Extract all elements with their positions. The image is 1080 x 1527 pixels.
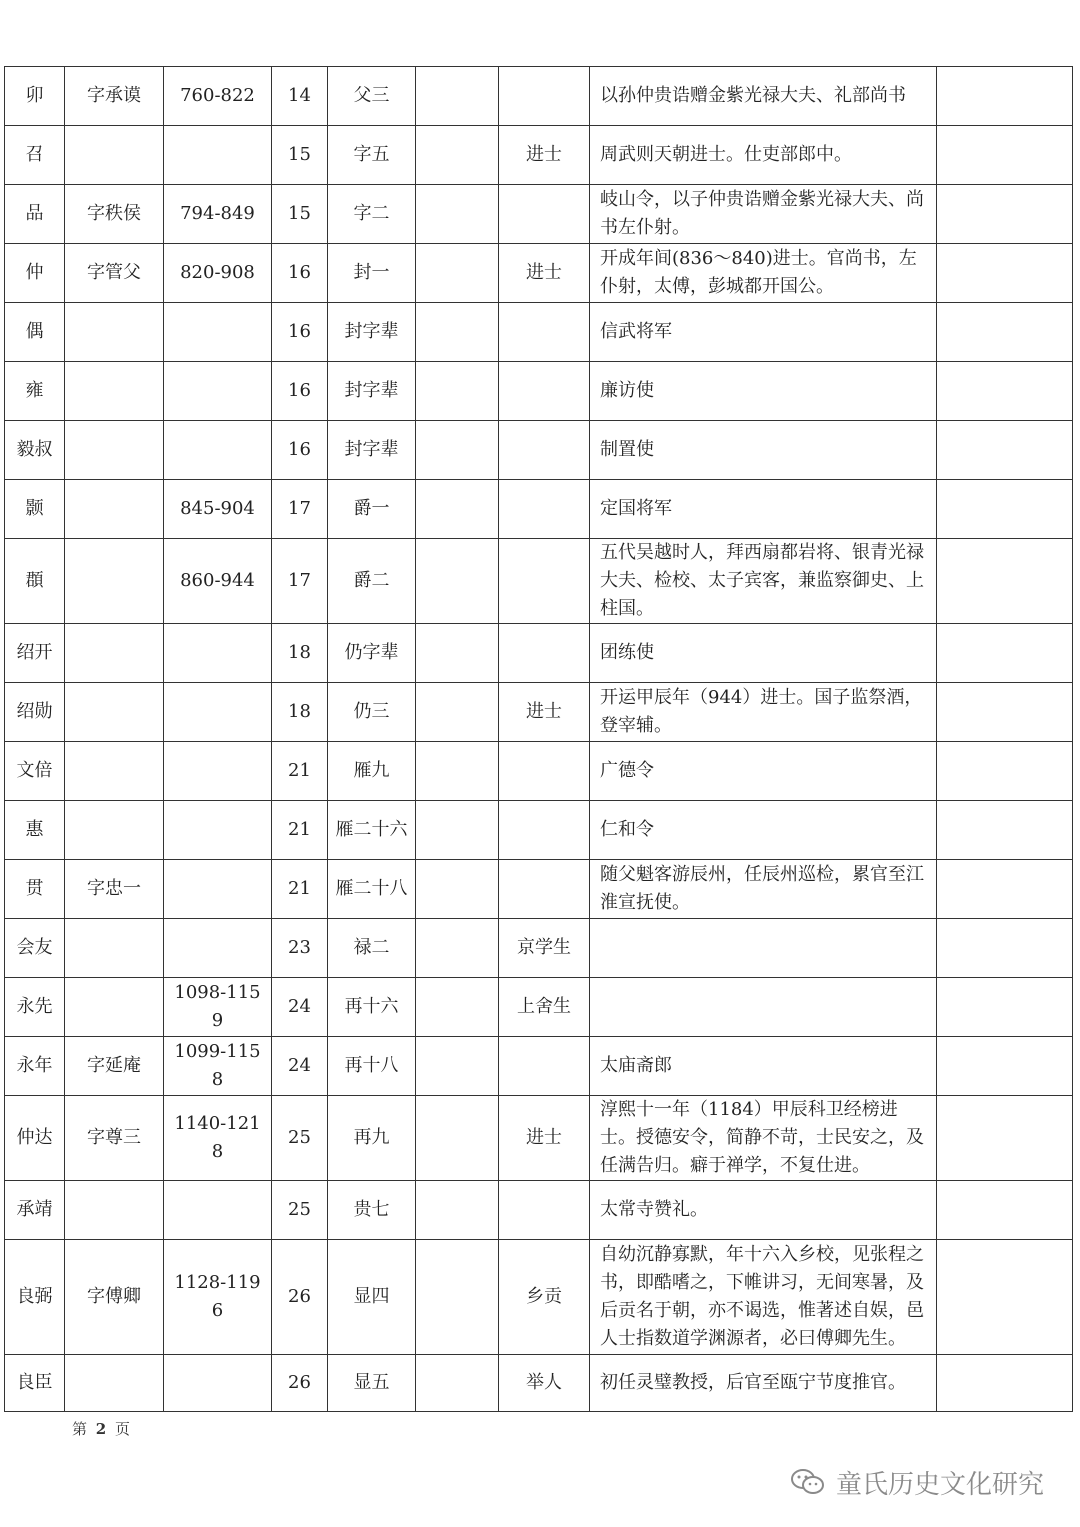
table-row <box>5 683 1073 742</box>
cell-note: 初任灵璧教授，后官至瓯宁节度推官。 <box>590 1355 937 1412</box>
cell-extra <box>937 1355 1073 1412</box>
cell-years: 845-904 <box>164 480 272 539</box>
cell-extra <box>937 244 1073 303</box>
cell-years: 760-822 <box>164 67 272 126</box>
cell-name: 品 <box>5 185 65 244</box>
cell-extra <box>937 1037 1073 1096</box>
cell-title: 乡贡 <box>499 1240 590 1355</box>
cell-x <box>416 185 499 244</box>
cell-x <box>416 801 499 860</box>
cell-title: 上舍生 <box>499 978 590 1037</box>
cell-gen: 21 <box>272 742 328 801</box>
cell-name: 会友 <box>5 919 65 978</box>
cell-x <box>416 539 499 624</box>
cell-name: 偶 <box>5 303 65 362</box>
cell-name: 绍开 <box>5 624 65 683</box>
cell-zi: 字傅卿 <box>65 1240 164 1355</box>
cell-note: 团练使 <box>590 624 937 683</box>
cell-x <box>416 421 499 480</box>
watermark <box>790 1462 1044 1502</box>
cell-x <box>416 742 499 801</box>
cell-years: 1128-1196 <box>164 1240 272 1355</box>
cell-name: 承靖 <box>5 1181 65 1240</box>
table-body <box>5 67 1073 1412</box>
cell-x <box>416 362 499 421</box>
cell-gen: 18 <box>272 624 328 683</box>
cell-extra <box>937 860 1073 919</box>
cell-zi <box>65 362 164 421</box>
cell-bei: 封字辈 <box>328 421 416 480</box>
cell-bei: 显五 <box>328 1355 416 1412</box>
cell-title: 进士 <box>499 126 590 185</box>
cell-note: 自幼沉静寡默，年十六入乡校，见张程之书，即酷嗜之，下帷讲习，无间寒暑，及后贡名于朝，亦不谒选，惟著述自娱，邑人士指数道学渊源者，必曰傅卿先生。 <box>590 1240 937 1355</box>
cell-gen: 21 <box>272 801 328 860</box>
cell-extra <box>937 421 1073 480</box>
cell-extra <box>937 126 1073 185</box>
cell-years: 794-849 <box>164 185 272 244</box>
cell-note: 太常寺赞礼。 <box>590 1181 937 1240</box>
table-row <box>5 860 1073 919</box>
cell-bei: 字五 <box>328 126 416 185</box>
cell-note: 开成年间(836～840)进士。官尚书，左仆射，太傅，彭城都开国公。 <box>590 244 937 303</box>
cell-note: 广德令 <box>590 742 937 801</box>
cell-name: 雍 <box>5 362 65 421</box>
cell-note: 定国将军 <box>590 480 937 539</box>
table-row <box>5 1037 1073 1096</box>
cell-years <box>164 860 272 919</box>
cell-years <box>164 126 272 185</box>
cell-gen: 16 <box>272 303 328 362</box>
cell-name: 永年 <box>5 1037 65 1096</box>
cell-gen: 25 <box>272 1096 328 1181</box>
page-prefix: 第 <box>72 1420 88 1438</box>
cell-name: 文倍 <box>5 742 65 801</box>
cell-name: 仲 <box>5 244 65 303</box>
cell-extra <box>937 742 1073 801</box>
cell-extra <box>937 624 1073 683</box>
cell-gen: 24 <box>272 978 328 1037</box>
cell-name: 惠 <box>5 801 65 860</box>
cell-x <box>416 480 499 539</box>
cell-extra <box>937 303 1073 362</box>
cell-extra <box>937 539 1073 624</box>
cell-x <box>416 1355 499 1412</box>
cell-extra <box>937 683 1073 742</box>
cell-bei: 禄二 <box>328 919 416 978</box>
cell-gen: 14 <box>272 67 328 126</box>
cell-years: 820-908 <box>164 244 272 303</box>
cell-x <box>416 1240 499 1355</box>
cell-x <box>416 860 499 919</box>
cell-bei: 再九 <box>328 1096 416 1181</box>
page-suffix: 页 <box>115 1420 131 1438</box>
cell-title <box>499 742 590 801</box>
cell-note: 周武则天朝进士。仕吏部郎中。 <box>590 126 937 185</box>
cell-name: 永先 <box>5 978 65 1037</box>
cell-name: 召 <box>5 126 65 185</box>
cell-extra <box>937 1240 1073 1355</box>
cell-x <box>416 303 499 362</box>
cell-bei: 封字辈 <box>328 362 416 421</box>
table-row <box>5 919 1073 978</box>
cell-extra <box>937 1096 1073 1181</box>
table-row <box>5 480 1073 539</box>
cell-gen: 17 <box>272 539 328 624</box>
cell-zi: 字承谟 <box>65 67 164 126</box>
cell-bei: 封一 <box>328 244 416 303</box>
cell-zi <box>65 919 164 978</box>
cell-title <box>499 801 590 860</box>
cell-x <box>416 244 499 303</box>
table-row <box>5 539 1073 624</box>
cell-years <box>164 742 272 801</box>
cell-gen: 21 <box>272 860 328 919</box>
cell-bei: 封字辈 <box>328 303 416 362</box>
wechat-icon <box>790 1467 826 1497</box>
cell-years: 1098-1159 <box>164 978 272 1037</box>
cell-title <box>499 624 590 683</box>
cell-title <box>499 421 590 480</box>
cell-zi <box>65 1181 164 1240</box>
cell-title <box>499 860 590 919</box>
cell-zi: 字延庵 <box>65 1037 164 1096</box>
cell-bei: 雁二十八 <box>328 860 416 919</box>
cell-gen: 17 <box>272 480 328 539</box>
cell-x <box>416 978 499 1037</box>
cell-name: 良弼 <box>5 1240 65 1355</box>
cell-zi <box>65 303 164 362</box>
cell-zi <box>65 801 164 860</box>
cell-gen: 23 <box>272 919 328 978</box>
cell-title: 进士 <box>499 1096 590 1181</box>
cell-name: 绍勋 <box>5 683 65 742</box>
cell-years <box>164 362 272 421</box>
cell-note: 信武将军 <box>590 303 937 362</box>
cell-title: 举人 <box>499 1355 590 1412</box>
table-row <box>5 126 1073 185</box>
cell-extra <box>937 1181 1073 1240</box>
cell-x <box>416 919 499 978</box>
table-row <box>5 67 1073 126</box>
cell-zi <box>65 126 164 185</box>
table-row <box>5 624 1073 683</box>
cell-zi: 字秩侯 <box>65 185 164 244</box>
cell-name: 毅叔 <box>5 421 65 480</box>
cell-note: 随父魁客游辰州，任辰州巡检，累官至江淮宣抚使。 <box>590 860 937 919</box>
cell-extra <box>937 919 1073 978</box>
table-row <box>5 244 1073 303</box>
cell-years <box>164 624 272 683</box>
cell-name: 颢 <box>5 480 65 539</box>
cell-years <box>164 919 272 978</box>
cell-bei: 再十八 <box>328 1037 416 1096</box>
cell-zi <box>65 624 164 683</box>
watermark-text: 童氏历史文化研究 <box>836 1469 1045 1500</box>
cell-title: 进士 <box>499 683 590 742</box>
cell-zi: 字忠一 <box>65 860 164 919</box>
cell-name: 贯 <box>5 860 65 919</box>
cell-name: 良臣 <box>5 1355 65 1412</box>
cell-x <box>416 1096 499 1181</box>
table-row <box>5 421 1073 480</box>
cell-gen: 15 <box>272 185 328 244</box>
table-row <box>5 978 1073 1037</box>
cell-gen: 26 <box>272 1240 328 1355</box>
cell-bei: 父三 <box>328 67 416 126</box>
table-row <box>5 801 1073 860</box>
cell-title <box>499 185 590 244</box>
cell-extra <box>937 978 1073 1037</box>
cell-name: 頵 <box>5 539 65 624</box>
cell-years: 1099-1158 <box>164 1037 272 1096</box>
cell-x <box>416 1181 499 1240</box>
cell-note: 以孙仲贵诰赠金紫光禄大夫、礼部尚书 <box>590 67 937 126</box>
genealogy-table <box>4 66 1073 1412</box>
cell-note: 太庙斋郎 <box>590 1037 937 1096</box>
cell-note: 开运甲辰年（944）进士。国子监祭酒，登宰辅。 <box>590 683 937 742</box>
cell-zi <box>65 1355 164 1412</box>
cell-title <box>499 480 590 539</box>
cell-zi <box>65 421 164 480</box>
cell-bei: 贵七 <box>328 1181 416 1240</box>
cell-title <box>499 362 590 421</box>
cell-bei: 雁九 <box>328 742 416 801</box>
cell-zi: 字尊三 <box>65 1096 164 1181</box>
cell-years <box>164 303 272 362</box>
cell-note: 五代吴越时人，拜西扇都岩将、银青光禄大夫、检校、太子宾客，兼监察御史、上柱国。 <box>590 539 937 624</box>
cell-zi <box>65 742 164 801</box>
page-number-value: 2 <box>95 1420 107 1438</box>
cell-years <box>164 683 272 742</box>
cell-gen: 15 <box>272 126 328 185</box>
cell-zi <box>65 539 164 624</box>
cell-bei: 雁二十六 <box>328 801 416 860</box>
cell-years <box>164 801 272 860</box>
table-row <box>5 362 1073 421</box>
page-number <box>72 1418 130 1439</box>
cell-extra <box>937 362 1073 421</box>
table-row <box>5 303 1073 362</box>
cell-note <box>590 919 937 978</box>
cell-name: 仲达 <box>5 1096 65 1181</box>
cell-zi <box>65 480 164 539</box>
cell-extra <box>937 480 1073 539</box>
cell-zi <box>65 683 164 742</box>
cell-gen: 24 <box>272 1037 328 1096</box>
cell-note: 制置使 <box>590 421 937 480</box>
cell-gen: 25 <box>272 1181 328 1240</box>
cell-bei: 再十六 <box>328 978 416 1037</box>
cell-note: 岐山令，以子仲贵诰赠金紫光禄大夫、尚书左仆射。 <box>590 185 937 244</box>
table-row <box>5 1355 1073 1412</box>
table-row <box>5 185 1073 244</box>
cell-x <box>416 1037 499 1096</box>
cell-x <box>416 683 499 742</box>
cell-x <box>416 126 499 185</box>
cell-name: 卯 <box>5 67 65 126</box>
table-row <box>5 1181 1073 1240</box>
cell-title <box>499 303 590 362</box>
cell-years: 1140-1218 <box>164 1096 272 1181</box>
cell-title <box>499 67 590 126</box>
cell-gen: 16 <box>272 362 328 421</box>
cell-bei: 爵一 <box>328 480 416 539</box>
cell-note: 廉访使 <box>590 362 937 421</box>
cell-gen: 16 <box>272 421 328 480</box>
cell-gen: 26 <box>272 1355 328 1412</box>
cell-years: 860-944 <box>164 539 272 624</box>
cell-years <box>164 1181 272 1240</box>
cell-bei: 仍三 <box>328 683 416 742</box>
cell-title <box>499 539 590 624</box>
cell-title: 京学生 <box>499 919 590 978</box>
cell-zi <box>65 978 164 1037</box>
cell-x <box>416 624 499 683</box>
cell-gen: 18 <box>272 683 328 742</box>
table-row <box>5 1240 1073 1355</box>
table-row <box>5 1096 1073 1181</box>
cell-extra <box>937 185 1073 244</box>
cell-note: 淳熙十一年（1184）甲辰科卫经榜进士。授德安令，简静不苛，士民安之，及任满告归。癖于禅学，不复仕进。 <box>590 1096 937 1181</box>
table-row <box>5 742 1073 801</box>
cell-note: 仁和令 <box>590 801 937 860</box>
cell-years <box>164 1355 272 1412</box>
cell-bei: 显四 <box>328 1240 416 1355</box>
cell-extra <box>937 801 1073 860</box>
cell-title <box>499 1181 590 1240</box>
cell-title: 进士 <box>499 244 590 303</box>
cell-note <box>590 978 937 1037</box>
cell-bei: 字二 <box>328 185 416 244</box>
cell-x <box>416 67 499 126</box>
cell-zi: 字管父 <box>65 244 164 303</box>
cell-years <box>164 421 272 480</box>
cell-bei: 爵二 <box>328 539 416 624</box>
cell-bei: 仍字辈 <box>328 624 416 683</box>
cell-extra <box>937 67 1073 126</box>
cell-title <box>499 1037 590 1096</box>
cell-gen: 16 <box>272 244 328 303</box>
